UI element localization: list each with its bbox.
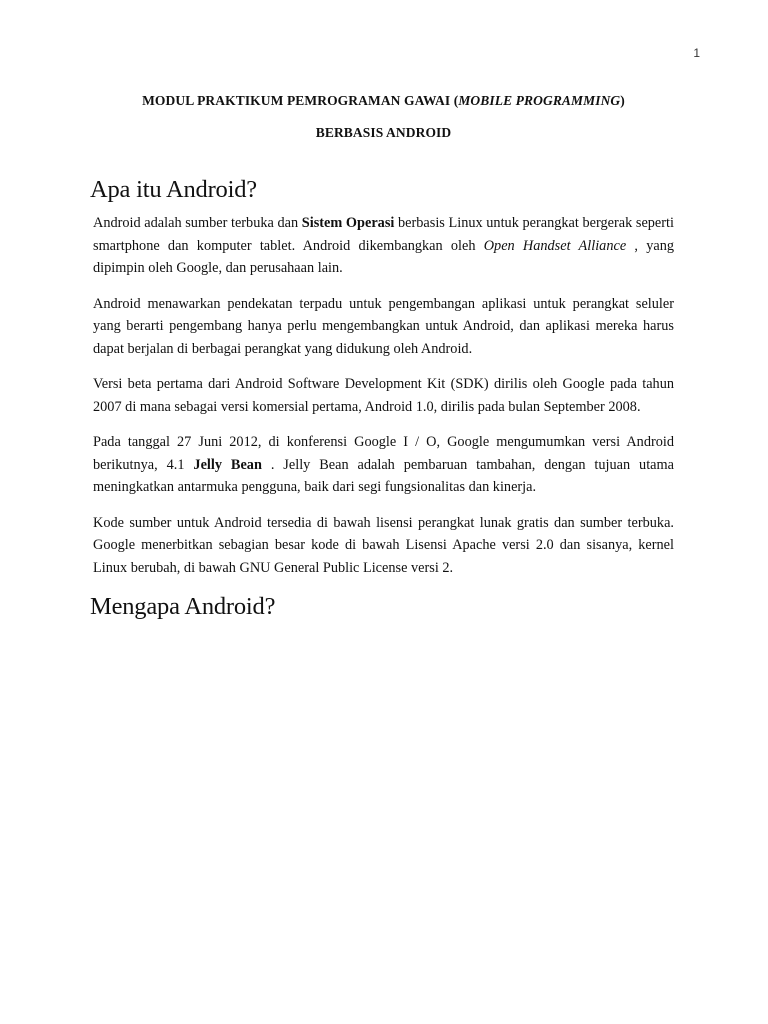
title-suffix: ) [620, 93, 625, 108]
title-prefix: MODUL PRAKTIKUM PEMROGRAMAN GAWAI ( [142, 93, 459, 108]
paragraph-4-text-a: Pada tanggal 27 Juni 2012, di konferensi Google I / O, Google mengumumkan versi Android berikutnya, 4.1 [93, 434, 674, 473]
paragraph-3: Versi beta pertama dari Android Software Development Kit (SDK) dirilis oleh Google pada tahun 2007 di mana sebagai versi komersial pertama, Android 1.0, dirilis pada bulan September 2008. [93, 376, 674, 415]
paragraph-1-italic: Open Handset Alliance [483, 237, 627, 254]
section-heading-mengapa-android: Mengapa Android? [90, 593, 276, 620]
paragraph-4-text-b: . Jelly Bean adalah pembaruan tambahan, dengan tujuan utama meningkatkan antarmuka pengguna, baik dari segi fungsionalitas dan kinerja. [93, 456, 674, 495]
title-italic: MOBILE PROGRAMMING [458, 93, 621, 108]
paragraph-1-bold: Sistem Operasi [301, 215, 395, 231]
page-number: 1 [693, 46, 700, 60]
document-title-line-2: BERBASIS ANDROID [315, 125, 452, 140]
paragraph-1-text-c: , yang dipimpin oleh Google, dan perusahaan lain. [93, 237, 675, 276]
document-title-line-1 [93, 92, 674, 110]
paragraph-1 [93, 212, 674, 280]
document-body [90, 92, 675, 629]
paragraph-4 [93, 431, 674, 499]
paragraph-2: Android menawarkan pendekatan terpadu untuk pengembangan aplikasi untuk perangkat seluler yang berarti pengembang hanya perlu mengembangkan untuk Android, dan aplikasi mereka harus dapat berjalan di berbagai perangkat yang didukung oleh Android. [93, 295, 674, 357]
paragraph-1-text-a: Android adalah sumber terbuka dan [93, 215, 302, 231]
paragraph-4-bold: Jelly Bean [193, 456, 262, 473]
paragraph-5: Kode sumber untuk Android tersedia di bawah lisensi perangkat lunak gratis dan sumber terbuka. Google menerbitkan sebagian besar kode di bawah Lisensi Apache versi 2.0 dan sisanya, kernel Linux berubah, di bawah GNU General Public License versi 2. [93, 514, 674, 576]
section-heading-apa-itu-android: Apa itu Android? [90, 176, 257, 203]
paragraph-1-text-b: berbasis Linux untuk perangkat bergerak seperti smartphone dan komputer tablet. Android dikembangkan oleh [93, 215, 674, 254]
